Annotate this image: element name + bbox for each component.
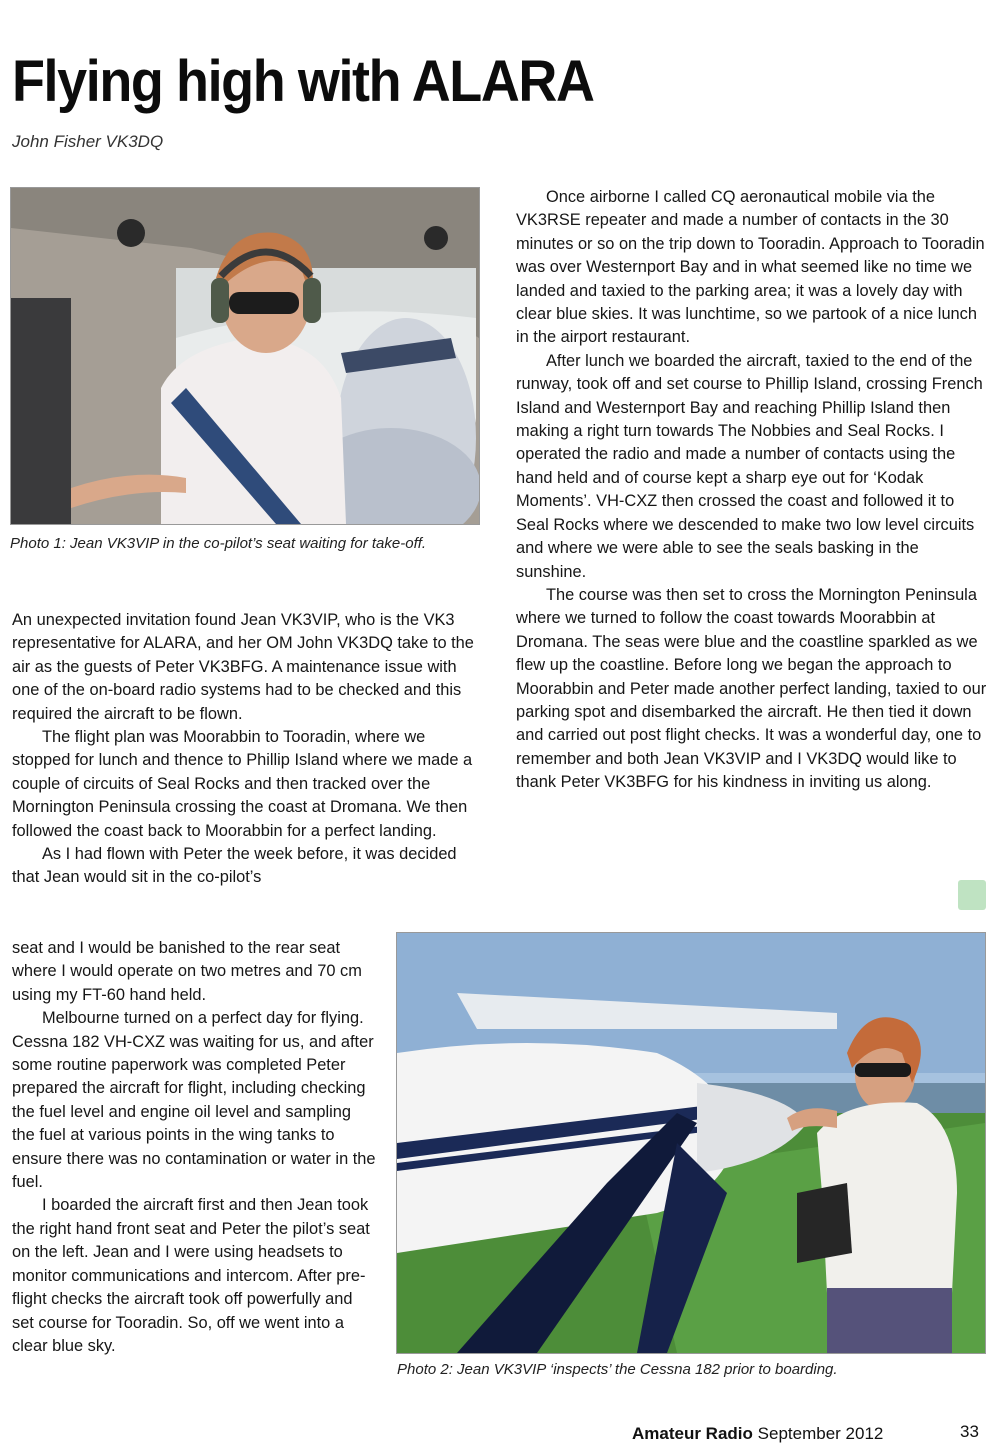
right-column [516, 186, 988, 795]
paragraph: The course was then set to cross the Mornington Peninsula where we turned to follow the coast towards Moorabbin at Dromana. The seas were blue and the coastline sparkled as we flew up the coastline. Before long we began the approach to Moorabbin and Peter made another perfect landing, taxied to our parking spot and disembarked the aircraft. He then tied it down and carried out post flight checks. It was a wonderful day, one to remember and both Jean VK3VIP and I VK3DQ would like to thank Peter VK3BFG for his kindness in inviting us along. [516, 585, 987, 792]
footer-magazine-name: Amateur Radio [632, 1424, 753, 1443]
footer-page-number: 33 [960, 1422, 979, 1441]
paragraph: As I had flown with Peter the week before, it was decided that Jean would sit in the co-pilot’s [12, 845, 457, 887]
paragraph: Melbourne turned on a perfect day for flying. Cessna 182 VH-CXZ was waiting for us, and after some routine paperwork was completed Peter prepared the aircraft for flight, including checking the fuel level and engine oil level and sampling the fuel at various points in the wing tanks to ensure there was no contamination or water in the fuel. [12, 1009, 376, 1192]
paragraph: Once airborne I called CQ aeronautical mobile via the VK3RSE repeater and made a number of contacts in the 30 minutes or so on the trip down to Tooradin. Approach to Tooradin was over Westernport Bay and in what seemed like no time we landed and taxied to the parking area; it was a lovely day with clear blue skies. It was lunchtime, so we partook of a nice lunch in the airport restaurant. [516, 188, 985, 347]
ar-logo-icon [958, 880, 986, 910]
left-column-top [12, 609, 478, 890]
footer-magazine [632, 1424, 883, 1444]
footer-issue: September 2012 [757, 1424, 884, 1443]
photo-cessna [396, 932, 986, 1354]
article-byline: John Fisher VK3DQ [12, 132, 164, 151]
paragraph: The flight plan was Moorabbin to Tooradin, where we stopped for lunch and thence to Phillip Island where we made a couple of circuits of Seal Rocks and then tracked over the Mornington Peninsula crossing the coast at Dromana. We then followed the coast back to Moorabbin for a perfect landing. [12, 728, 473, 840]
photo-cockpit [10, 187, 480, 525]
paragraph: After lunch we boarded the aircraft, taxied to the end of the runway, took off and set course to Phillip Island, crossing French Island and Westernport Bay and reaching Phillip Island then making a right turn towards The Nobbies and Seal Rocks. I operated the radio and made a number of contacts using the hand held and of course kept a sharp eye out for ‘Kodak Moments’. VH-CXZ then crossed the coast and followed it to Seal Rocks where we descended to make two low level circuits and where we were able to see the seals basking in the sunshine. [516, 351, 983, 581]
photo1-caption: Photo 1: Jean VK3VIP in the co-pilot’s seat waiting for take-off. [10, 535, 427, 552]
paragraph: I boarded the aircraft first and then Jean took the right hand front seat and Peter the pilot’s seat on the left. Jean and I were using headsets to monitor communications and intercom. After pre-flight checks the aircraft took off powerfully and set course for Tooradin. So, off we went into a clear blue sky. [12, 1196, 370, 1355]
article-title: Flying high with ALARA [12, 49, 594, 114]
photo2-caption: Photo 2: Jean VK3VIP ‘inspects’ the Cessna 182 prior to boarding. [397, 1361, 838, 1378]
paragraph: An unexpected invitation found Jean VK3VIP, who is the VK3 representative for ALARA, and her OM John VK3DQ take to the air as the guests of Peter VK3BFG. A maintenance issue with one of the on-board radio systems had to be checked and this required the aircraft to be flown. [12, 611, 474, 723]
photo-cessna-image [397, 933, 985, 1353]
left-column-bottom [12, 937, 378, 1358]
paragraph: seat and I would be banished to the rear seat where I would operate on two metres and 70 cm using my FT-60 hand held. [12, 939, 362, 1004]
photo-cockpit-image [11, 188, 479, 524]
